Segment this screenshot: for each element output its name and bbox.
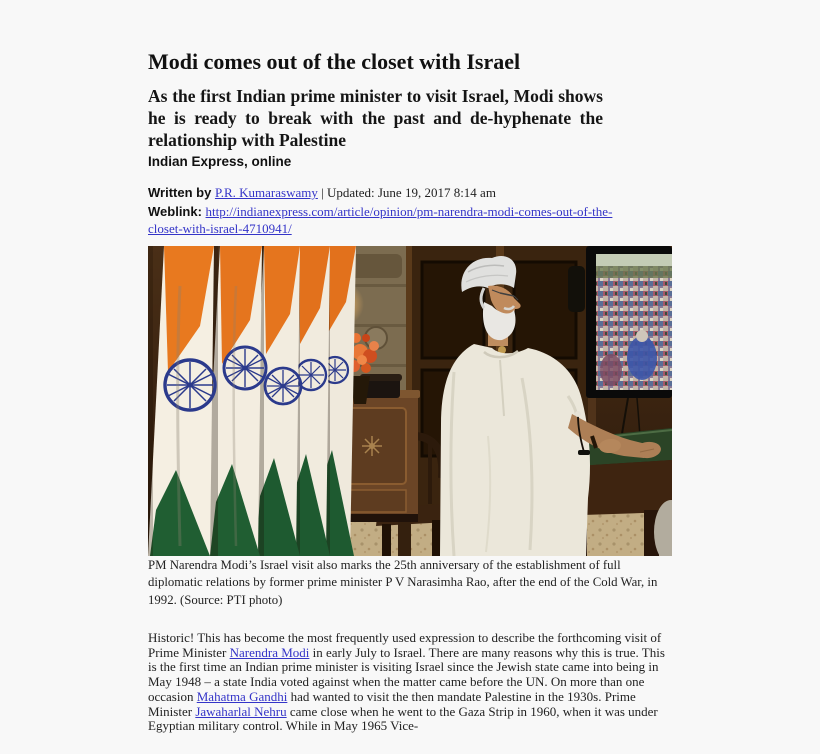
link-mahatma-gandhi[interactable]: Mahatma Gandhi	[196, 688, 288, 704]
byline-row	[148, 185, 672, 201]
link-jawaharlal-nehru[interactable]: Jawaharlal Nehru	[195, 703, 287, 719]
body-text-segment: came close when he went to the Gaza Strip in 1960, when it was under Egyptian military control. While in May 1965 Vice-	[148, 703, 658, 734]
indian-flags	[148, 246, 356, 556]
tv-screen	[586, 246, 672, 398]
body-text-segment: had wanted to visit the then mandate Palestine in the 1930s. Prime Minister	[148, 688, 636, 719]
written-by-label: Written by	[148, 185, 215, 200]
page-title: Modi comes out of the closet with Israel	[148, 48, 521, 74]
wall-speaker	[568, 266, 585, 312]
article-source: Indian Express, online	[148, 154, 292, 169]
weblink-row	[148, 203, 630, 237]
photo-illustration	[148, 246, 672, 556]
article-photo	[148, 246, 672, 556]
body-text-segment: Historic! This has become the most frequently used expression to describe the forthcoming visit of Prime Minister	[148, 630, 662, 660]
photo-caption: PM Narendra Modi’s Israel visit also marks the 25th anniversary of the establishment of full diplomatic relations by former prime minister P V Narasimha Rao, after the end of the Cold War, in 1992. (Source: PTI photo)	[148, 558, 658, 607]
weblink-label: Weblink:	[148, 204, 206, 219]
article-body	[148, 631, 672, 734]
body-text-segment: in early July to Israel. There are many reasons why this is true. This is the first time an Indian prime minister is visiting Israel since the Jewish state came into being in May 1948 – a state India voted against when the matter came before the UN. On more than one occasion	[148, 644, 665, 704]
author-link[interactable]: P.R. Kumaraswamy	[214, 185, 318, 200]
link-narendra-modi[interactable]: Narendra Modi	[229, 644, 310, 660]
article-subtitle: As the first Indian prime minister to visit Israel, Modi shows he is ready to break with the past and de-hyphenate the relationship with Palestine	[148, 85, 603, 150]
updated-timestamp: | Updated: June 19, 2017 8:14 am	[317, 185, 496, 200]
weblink-link[interactable]: http://indianexpress.com/article/opinion/pm-narendra-modi-comes-out-of-the-closet-with-israel-4710941/	[148, 204, 613, 236]
